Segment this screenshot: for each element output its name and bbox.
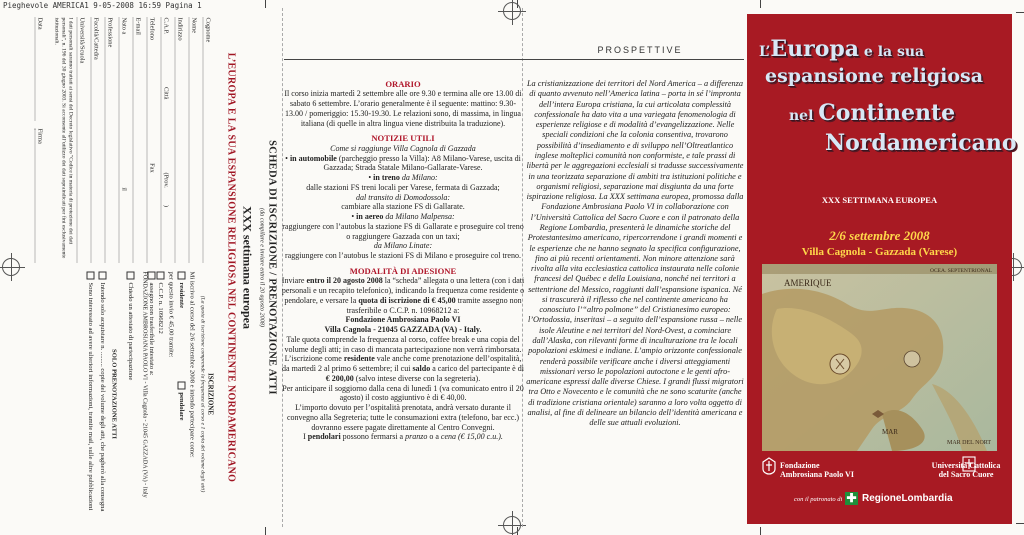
cover-title-line-2: espansione religiosa xyxy=(765,65,984,87)
cover-title-line-1: L’Europa e la sua xyxy=(759,36,925,62)
unicatt-name: Università Cattolica del Sacro Cuore xyxy=(931,461,1001,480)
form-deadline: (da compilare e inviare entro il 20 agosto 2008) xyxy=(258,208,266,327)
indirizzo-field[interactable]: Indirizzo xyxy=(175,18,187,263)
crop-mark xyxy=(760,527,761,535)
notizie-heading: NOTIZIE UTILI xyxy=(371,133,435,144)
iscrizione-intro: Mi iscrivo al corso del 2/6 settembre 2008 e intendo partecipare come: xyxy=(188,271,196,458)
data-field[interactable]: Data xyxy=(35,18,47,121)
solo-prenotazione-heading: SOLO PRENOTAZIONE ATTI xyxy=(110,349,118,439)
email-field[interactable]: E-mail xyxy=(133,18,145,263)
residente-checkbox[interactable] xyxy=(178,272,186,280)
treno-text: dalle stazioni FS treni locali per Varese, fermata di Gazzada; xyxy=(306,182,500,192)
north-america-map-image xyxy=(762,264,997,451)
auto-info: • in automobile (parcheggio presso la Villa): A8 Milano-Varese, uscita di Gazzada; Strada Statale Milano-Gallarate-Varese. xyxy=(285,153,521,173)
cognome-field[interactable]: Cognome xyxy=(203,18,215,263)
aereo-text: raggiungere con l’autobus la stazione FS di Gallarate e proseguire col treno o raggiungere Gazzada con un taxi; xyxy=(282,221,524,241)
treno-info: • in treno da Milano: xyxy=(368,173,438,183)
modalita-text-5: L’importo dovuto per l’ospitalità prenotata, andrà versato durante il convegno alla Segreteria; tutte le consumazioni extra (telefono, bar ecc.) dovranno essere pagate direttamente al Centro Convegni. xyxy=(286,403,520,432)
fondazione-address: FONDAZIONE AMBROSIANA PAOLO VI - Villa Cagnola - 21045 GAZZADA (VA) - Italy xyxy=(141,271,148,498)
registration-mark xyxy=(503,2,521,20)
pendolare-label: pendolare xyxy=(178,392,186,421)
nome-field[interactable]: Nome xyxy=(189,18,201,263)
privacy-note: I dati personali saranno trattati ai sensi del Decreto legislativo "Codice in materia di protezione dei dati personali", n. 196 del 30 giugno 2003. Si acconsente all’utilizzo dei dati sopraindicati per fini esclusivamente istituzionali. xyxy=(53,17,74,259)
fondazione-addr: Villa Cagnola - 21045 GAZZADA (VA) - Italy. xyxy=(324,325,482,335)
acquisto-checkbox[interactable] xyxy=(99,272,107,280)
header-rule xyxy=(284,59,744,60)
aereo-info: • in aereo da Milano Malpensa: xyxy=(351,212,455,222)
form-course-title: L’EUROPA E LA SUA ESPANSIONE RELIGIOSA NEL CONTINENTE NORDAMERICANO xyxy=(225,52,237,483)
cap-citta-field[interactable]: C.A.P. Città (Prov. ) xyxy=(161,18,173,263)
orario-text: Il corso inizia martedì 2 settembre alle ore 9.30 e termina alle ore 13.00 di sabato 6 settembre. L’orario generalmente è il seguente: mattino: 9.30-13.00 / pomeriggio: 15.30-19.30. Le relazioni sono, di massima, in lingua italiana (di quelle in altra lingua viene distribuita la traduzione). xyxy=(284,89,522,128)
telefono-fax-field[interactable]: Telefono Fax xyxy=(147,18,159,263)
payment-line: per questo invio € 45,00 tramite: xyxy=(167,271,175,358)
domodossola-label: dal transito di Domodossola: xyxy=(355,192,450,202)
universita-field[interactable]: Università/Scuola xyxy=(77,18,89,263)
section-header: PROSPETTIVE xyxy=(597,45,683,55)
modalita-heading: MODALITÀ DI ADESIONE xyxy=(349,265,457,276)
fondazione-logo-icon xyxy=(762,457,776,475)
cover-date: 2/6 settembre 2008 xyxy=(829,228,930,243)
intro-column xyxy=(526,79,744,429)
come-arrivare: Come si raggiunge Villa Cagnola di Gazzada xyxy=(330,143,476,153)
firma-field[interactable]: Firma xyxy=(35,129,47,263)
cover-venue: Villa Cagnola - Gazzada (Varese) xyxy=(801,246,958,258)
assegno-checkbox[interactable] xyxy=(148,272,156,280)
form-week-title: XXX settimana europea xyxy=(240,205,255,330)
info-label: Sono interessato ad avere ulteriori informazioni, tramite mail, sulle altre pubblicazioni xyxy=(87,282,95,511)
residente-label: residente xyxy=(178,282,186,309)
modalita-text-6: I pendolari possono fermarsi a pranzo o a cena (€ 15,00 c.u.). xyxy=(303,432,503,442)
crop-mark xyxy=(265,527,266,535)
orario-heading: ORARIO xyxy=(385,79,421,89)
form-title: SCHEDA DI ISCRIZIONE / PRENOTAZIONE ATTI xyxy=(266,140,278,395)
info-column xyxy=(281,79,525,442)
cover-title-line-3: nel Continente xyxy=(789,100,956,126)
cover-week: XXX SETTIMANA EUROPEA xyxy=(821,195,938,205)
crop-mark xyxy=(265,0,266,8)
regione-logo-icon: ✚ xyxy=(846,491,857,505)
registration-mark xyxy=(2,258,20,276)
iscrizione-heading: ISCRIZIONE xyxy=(206,372,215,415)
domodossola-text: cambiare alla stazione FS di Gallarate. xyxy=(341,202,465,212)
facolta-field[interactable]: Facoltà/Cattedra xyxy=(91,18,103,263)
patronato-label: con il patronato di xyxy=(794,496,843,503)
fondazione-name: Fondazione Ambrosiana Paolo VI xyxy=(345,315,461,325)
linate-label: da Milano Linate: xyxy=(373,241,433,251)
intro-text: La cristianizzazione dei territori del Nord America – a differenza di quanto avvenuto nell’America latina – porta in sé l’impronta dell’intera Europa cristiana, la cui articolata complessità confessionale ha dato vita a una variegata fenomenologia di esperienze religiose e di modalità d’evangelizzazione. Nelle speciali condizioni che la colonia consentiva, trovarono possibilità d’insediamento e di sviluppo nell’Oltreatlantico inglese molteplici comunità non conformiste, e tale prassi di libertà per le aggregazioni ecclesiali si tradusse successivamente in una teorizzata separazione di ambiti tra istituzioni politiche e organismi religiosi, separazione mai disgiunta da una forte ispirazione religiosa. La XXX settimana europea, promossa dalla Fondazione Ambrosiana Paolo VI in collaborazione con l’Università Cattolica del Sacro Cuore e con il patronato della Regione Lombardia, presenterà le dinamiche storiche del Protestantesimo americano, ripercorrendone i grandi momenti e le esperienze che ne hanno segnato la specifica configurazione, fino ai più recenti orientamenti. Non minore attenzione sarà rivolta alla vita ecclesiastica cattolica instaurata nelle colonie francesi del Québec e della Louisiana, nonché nei territori a settentrione del Messico, raggiunti dall’espansione ispanica. Né si trascurerà il riflesso che nel continente americano ha conosciuto l’“altro polmone” del Cristianesimo europeo: l’Ortodossia, inseritasi – a seguito dell’espansione russa – nelle isole Aleutine e nei territori del Nord-Ovest, a cominciare dall’Alaska, con rilevanti forme di inculturazione tra le locali popolazioni eskimesi e indiane. L’ampio orizzonte confessionale renderà possibile verificare anche i diversi atteggiamenti missionari verso le popolazioni autoctone e le genti afro-americane espressi dalle diverse Chiese. I grandi flussi migratori tra Otto e Novecento e le comunità che ne sono scaturite (anche di tradizione cristiana orientale) saranno a loro volta oggetto di analisi, al fine di delineare un bilancio dell’identità americana e delle sue attuali evoluzioni. xyxy=(526,79,744,428)
crop-mark xyxy=(1016,523,1024,524)
registration-form-panel xyxy=(22,10,280,525)
regione-lombardia-label: RegioneLombardia xyxy=(862,493,953,504)
ccp-checkbox[interactable] xyxy=(157,272,165,280)
cover-title-line-4: Nordamericano xyxy=(825,130,1017,156)
iscrizione-note: (La quota di iscrizione comprende la frequenza al corso e 1 copia del volume degli atti) xyxy=(199,295,206,493)
registration-mark xyxy=(503,516,521,534)
map-illustration xyxy=(762,264,997,451)
crop-mark xyxy=(1016,12,1024,13)
attestato-label: Chiedo un attestato di partecipazione xyxy=(127,282,135,381)
nascita-field[interactable]: Nato a il xyxy=(119,18,131,263)
map-label: MAR xyxy=(882,428,898,436)
assegno-label: assegno non trasferibile intestato a: xyxy=(148,282,156,376)
linate-text: raggiungere con l’autobus le stazioni FS di Milano e proseguire col treno. xyxy=(285,251,521,261)
map-label: AMERIQUE xyxy=(784,278,832,288)
info-checkbox[interactable] xyxy=(87,272,95,280)
map-label: MAR DEL NORT xyxy=(947,440,992,446)
crop-mark xyxy=(760,0,761,8)
map-label: OCEA. SEPTENTRIONAL xyxy=(930,268,993,274)
professione-field[interactable]: Professione xyxy=(105,18,117,263)
attestato-checkbox[interactable] xyxy=(127,272,135,280)
acquisto-label: Intendo solo acquistare n. ......... copie del volume degli atti, che pagherò alla consegna xyxy=(99,282,107,512)
modalita-text-2: Tale quota comprende la frequenza al corso, coffee break e una copia del volume degli atti; in caso di mancata partecipazione non verrà rimborsata. xyxy=(284,334,522,354)
ccp-label: C.C.P. n. 10968212 xyxy=(157,282,165,334)
cover-panel xyxy=(747,14,1017,524)
modalita-text-4: Per anticipare il soggiorno dalla cena di lunedì 1 (va comunicato entro il 20 agosto) il costo aggiuntivo è di € 40,00. xyxy=(282,383,524,403)
print-slug: Pieghevole AMERICA1 9-05-2008 16:59 Pagina 1 xyxy=(3,1,202,10)
modalita-text-3: L’iscrizione come residente vale anche come prenotazione dell’ospitalità, da martedì 2 al primo 6 settembre; il cui saldo a carico del partecipante è di € 200,00 (salvo intese diverse con la segreteria). xyxy=(282,354,524,383)
pendolare-checkbox[interactable] xyxy=(178,381,186,389)
modalita-text-1: Inviare entro il 20 agosto 2008 la “scheda” allegata o una lettera (con i dati personali e un recapito telefonico), indicando la frequenza come residente o pendolare, e versare la quota di iscrizione di € 45,00 tramite assegno non trasferibile o C.C.P. n. 10968212 a: xyxy=(281,276,525,315)
fondazione-name: Fondazione Ambrosiana Paolo VI xyxy=(780,461,854,480)
